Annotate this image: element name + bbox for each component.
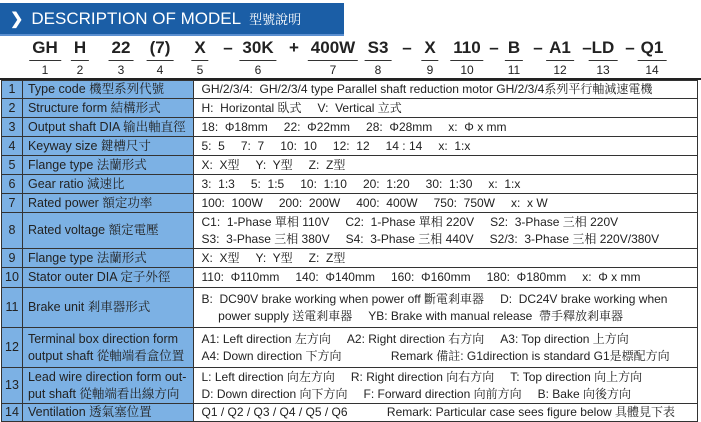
value-option: 160: Φ160mm [390,270,471,284]
value-line [202,308,692,325]
row-label: Lead wire direction form out-put shaft 從軸端看出線方向 [22,368,193,404]
row-label: Flange type 法蘭形式 [22,249,193,268]
value-line [202,100,692,117]
model-code-index: 5 [196,63,204,77]
value-option: Z: Z型 [308,250,346,265]
model-code-index: 10 [460,63,474,77]
row-value [193,368,698,404]
row-value [193,328,698,368]
table-row [2,156,698,175]
value-line [202,157,692,174]
value-option: 100: 100W [201,195,263,210]
value-option: x: 1:x [488,176,521,191]
value-option: F: Forward direction 向前方向 [363,386,522,401]
value-option: 110: Φ110mm [201,270,280,284]
value-line [202,231,692,248]
row-value [193,268,698,288]
value-option: 7: 7 [240,138,265,153]
value-option: C2: 1-Phase 單相 220V [345,214,475,229]
table-row [2,368,698,404]
value-option: 10: 1:10 [300,176,347,191]
value-line [202,119,692,136]
row-number: 3 [2,118,23,137]
model-code-segment: 400W [308,38,358,61]
value-line [202,291,692,308]
row-label: Terminal box direction form output shaft 從軸端看盒位置 [22,328,193,368]
model-code-separator: – [533,38,543,57]
row-label: Type code 機型系列代號 [22,81,193,99]
row-value [193,137,698,156]
row-value [193,213,698,249]
value-option: 400: 400W [356,195,418,210]
row-label: Brake unit 剎車器形式 [22,288,193,328]
model-code-separator: – [402,38,412,57]
row-value [193,175,698,194]
value-option: H: Horizontal 臥式 [201,100,302,115]
value-line [202,331,692,348]
value-option: A3: Top direction 上方向 [500,331,629,346]
table-row [2,268,698,288]
value-option: V: Vertical 立式 [317,100,402,115]
chevron-right-icon: ❯ [10,10,24,28]
model-code-index: 1 [41,63,49,77]
model-code-segment: X [191,38,208,61]
row-label: Keyway size 鍵槽尺寸 [22,137,193,156]
value-option: X: X型 [201,157,240,172]
row-value [193,99,698,118]
value-option: S3: 3-Phase 三相 380V [201,231,330,246]
model-code-segment: Q1 [638,38,667,61]
value-option: 14 : 14 [385,138,423,153]
model-code-index: 13 [596,63,610,77]
value-option: 5: 1:5 [250,176,285,191]
model-code-segment: S3 [365,38,392,61]
row-number: 4 [2,137,23,156]
value-option: power supply 送電剎車器 [201,308,353,323]
row-number: 10 [2,268,23,288]
row-label: Structure form 結構形式 [22,99,193,118]
value-option: x: Φ x mm [582,270,641,284]
model-code-segment: 30K [239,38,276,61]
value-option: S2: 3-Phase 三相 220V [490,214,619,229]
model-code-index: 2 [76,63,84,77]
value-line [202,250,692,267]
value-option: Remark: Particular case sees figure below 具體見下表 [363,405,675,419]
row-value [193,194,698,213]
row-label: Gear ratio 減速比 [22,175,193,194]
model-code-segment: GH [29,38,61,61]
model-code-index: 4 [156,63,164,77]
value-option: S4: 3-Phase 三相 440V [345,231,474,246]
table-row [2,194,698,213]
value-option: x: 1:x [438,138,471,153]
model-code-separator: – [489,38,499,57]
value-option: Y: Y型 [255,250,293,265]
model-code-separator: – [582,38,592,57]
value-option: T: Top direction 向上方向 [510,369,643,384]
row-label: Ventilation 透氣塞位置 [22,404,193,422]
table-row [2,404,698,422]
table-row [2,328,698,368]
model-table [1,80,698,422]
row-value [193,156,698,175]
row-number: 8 [2,213,23,249]
value-option: 22: Φ22mm [283,119,351,134]
value-line [202,386,692,403]
table-row [2,175,698,194]
model-code-separator: + [289,38,299,57]
model-code-segment: 22 [109,38,134,61]
table-row [2,213,698,249]
value-option: 28: Φ28mm [366,119,433,134]
row-value [193,249,698,268]
model-code-segment: 110 [450,38,483,61]
model-code-separator: – [223,38,233,57]
value-option: YB: Brake with manual release 帶手釋放剎車器 [368,308,623,323]
row-value [193,118,698,137]
value-option: 5: 5 [201,138,225,153]
value-line [202,348,692,365]
value-line [202,269,692,286]
value-option: 30: 1:30 [425,176,473,191]
row-number: 12 [2,328,23,368]
model-code-segment: X [421,38,438,61]
value-line [202,81,692,98]
value-line [202,195,692,212]
value-option: L: Left direction 向左方向 [201,369,335,384]
value-option: A2: Right direction 右方向 [346,331,485,346]
value-option: D: DC24V brake working when [500,291,668,306]
value-option: 18: Φ18mm [201,119,268,134]
row-label: Stator outer DIA 定子外徑 [22,268,193,288]
value-line [202,404,692,421]
value-option: 20: 1:20 [362,176,410,191]
value-option: x: Φ x mm [448,119,507,134]
value-option: 3: 1:3 [201,176,235,191]
row-number: 13 [2,368,23,404]
value-option: 12: 12 [332,138,370,153]
section-title: DESCRIPTION OF MODEL [31,8,242,28]
row-value [193,81,698,99]
model-code-segment: LD [589,38,618,61]
value-line [202,138,692,155]
value-option: S2/3: 3-Phase 三相 220V/380V [489,231,660,246]
row-label: Rated power 額定功率 [22,194,193,213]
value-option: R: Right direction 向右方向 [350,369,495,384]
value-option: X: X型 [201,250,240,265]
value-option: D: Down direction 向下方向 [201,386,348,401]
model-code-segment: A1 [546,38,574,61]
value-line [202,214,692,231]
model-code-segment: H [71,38,89,61]
model-code-index: 11 [507,63,521,77]
model-code-separator: – [625,38,635,57]
table-row [2,81,698,99]
value-option: 750: 750W [433,195,495,210]
row-number: 9 [2,249,23,268]
row-number: 1 [2,81,23,99]
value-option: 10: 10 [280,138,317,153]
value-line [202,176,692,193]
row-value [193,404,698,422]
table-row [2,249,698,268]
row-number: 7 [2,194,23,213]
model-code-index: 3 [117,63,125,77]
value-option: Y: Y型 [255,157,293,172]
model-code-index: 14 [645,63,659,77]
value-option: B: Bake 向後方向 [537,386,631,401]
row-number: 2 [2,99,23,118]
value-line [202,369,692,386]
row-number: 14 [2,404,23,422]
row-number: 11 [2,288,23,328]
value-option: A4: Down direction 下方向 [201,348,342,363]
value-option: Q1 / Q2 / Q3 / Q4 / Q5 / Q6 [201,405,348,419]
model-code-index: 9 [426,63,434,77]
value-option: C1: 1-Phase 單相 110V [201,214,330,229]
table-row [2,137,698,156]
value-option: 180: Φ180mm [486,270,567,284]
row-number: 5 [2,156,23,175]
row-label: Output shaft DIA 输出軸直徑 [22,118,193,137]
value-option: 200: 200W [278,195,341,210]
model-code-index: 12 [553,63,567,77]
model-code-segment: B [505,38,523,61]
row-number: 6 [2,175,23,194]
value-option: GH/2/3/4: GH/2/3/4 type Parallel shaft reduction motor GH/2/3/4系列平行軸減速電機 [201,82,653,96]
row-label: Rated voltage 額定電壓 [22,213,193,249]
table-row [2,288,698,328]
value-option: B: DC90V brake working when power off 斷電剎車器 [201,291,485,306]
row-value [193,288,698,328]
row-label: Flange type 法蘭形式 [22,156,193,175]
table-row [2,118,698,137]
value-option: x: x W [511,195,548,210]
model-code-index: 8 [374,63,382,77]
section-title-zh: 型號說明 [249,12,302,27]
value-option: Z: Z型 [308,157,346,172]
value-option: A1: Left direction 左方向 [201,331,331,346]
section-header [0,3,344,36]
value-option: Remark 備註: G1direction is standard G1是標配方向 [357,348,670,363]
model-code-index: 7 [329,63,337,77]
model-code-segment: (7) [147,38,174,61]
value-option: 140: Φ140mm [295,270,375,284]
table-row [2,99,698,118]
model-code-index: 6 [254,63,262,77]
